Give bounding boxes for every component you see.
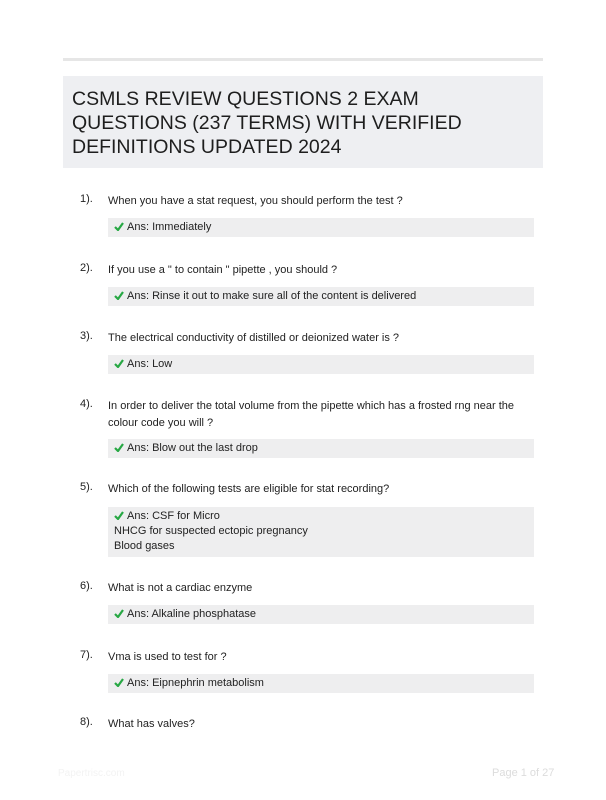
answer-box — [108, 439, 534, 458]
answer-text: Ans: Eipnephrin metabolism — [127, 677, 264, 689]
question-number: 4). — [80, 398, 93, 410]
question-number: 6). — [80, 580, 93, 592]
answer-text: Ans: Blow out the last drop — [127, 442, 258, 454]
question-number: 3). — [80, 330, 93, 342]
check-icon — [114, 443, 124, 452]
question-number: 7). — [80, 649, 93, 661]
question-text: Which of the following tests are eligible for stat recording? — [108, 483, 390, 495]
answer-box — [108, 218, 534, 237]
answer-text: Ans: Rinse it out to make sure all of the content is delivered — [127, 290, 417, 302]
answer-box — [108, 605, 534, 624]
question-number: 8). — [80, 716, 93, 728]
question-text: If you use a " to contain " pipette , you should ? — [108, 264, 338, 276]
top-divider — [63, 58, 543, 61]
answer-text: Ans: Immediately — [127, 221, 212, 233]
check-icon — [114, 222, 124, 231]
answer-box — [108, 287, 534, 306]
check-icon — [114, 511, 124, 520]
question-text: Vma is used to test for ? — [108, 651, 227, 663]
check-icon — [114, 609, 124, 618]
question-text: What is not a cardiac enzyme — [108, 582, 253, 594]
question-text: In order to deliver the total volume from the pipette which has a frosted rng near the colour code you will ? — [108, 400, 515, 429]
answer-text: Ans: Low — [127, 358, 173, 370]
question-text: The electrical conductivity of distilled or deionized water is ? — [108, 332, 400, 344]
answer-line: NHCG for suspected ectopic pregnancy — [114, 525, 308, 537]
question-number: 1). — [80, 193, 93, 205]
question-number: 2). — [80, 262, 93, 274]
footer-watermark: Papertrisc.com — [58, 768, 125, 779]
answer-text: Ans: CSF for Micro — [127, 510, 220, 522]
check-icon — [114, 291, 124, 300]
answer-text: Ans: Alkaline phosphatase — [127, 608, 257, 620]
answer-box — [108, 507, 534, 557]
answer-line: Blood gases — [114, 540, 175, 552]
question-text: What has valves? — [108, 718, 195, 730]
title-banner — [63, 76, 543, 168]
question-text: When you have a stat request, you should perform the test ? — [108, 195, 403, 207]
answer-box — [108, 355, 534, 374]
document-title: CSMLS REVIEW QUESTIONS 2 EXAM QUESTIONS (237 TERMS) WITH VERIFIED DEFINITIONS UPDATED 2024 — [72, 88, 462, 158]
page-number: Page 1 of 27 — [492, 767, 555, 779]
check-icon — [114, 359, 124, 368]
answer-box — [108, 674, 534, 693]
question-number: 5). — [80, 481, 93, 493]
check-icon — [114, 678, 124, 687]
